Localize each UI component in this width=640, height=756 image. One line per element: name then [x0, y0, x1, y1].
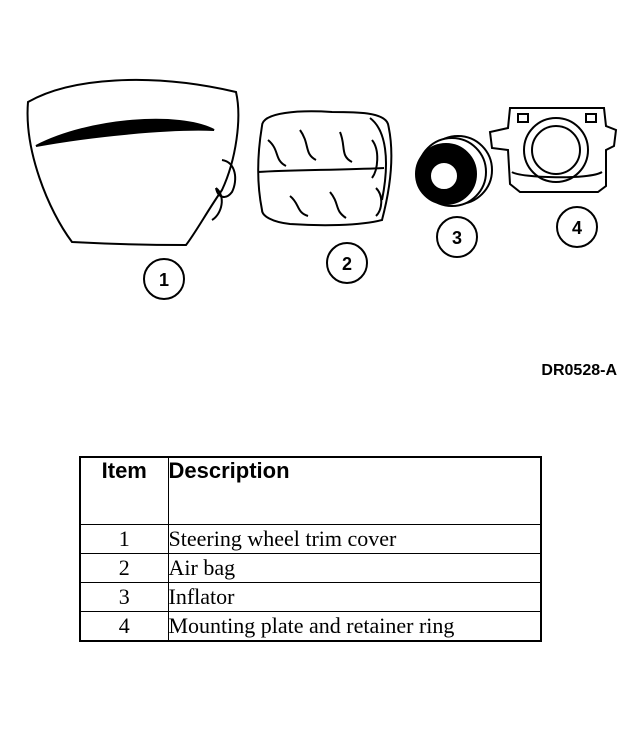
item-description: Mounting plate and retainer ring [168, 612, 541, 642]
item-column-header: Item [80, 457, 168, 525]
item-description: Steering wheel trim cover [168, 525, 541, 554]
item-number: 1 [80, 525, 168, 554]
item-description: Air bag [168, 554, 541, 583]
air-bag-drawing [258, 111, 391, 225]
callout-1-number: 1 [158, 270, 170, 290]
table-row [80, 525, 541, 554]
description-column-header: Description [168, 457, 541, 525]
figure-code: DR0528-A [541, 362, 617, 379]
item-description: Inflator [168, 583, 541, 612]
callout-2-number: 2 [341, 254, 353, 274]
table-header-row [80, 457, 541, 525]
callout-3 [437, 217, 477, 257]
trim-cover-drawing [28, 80, 239, 245]
mounting-plate-drawing [490, 108, 616, 192]
callout-3-number: 3 [451, 228, 463, 248]
table-row [80, 612, 541, 642]
callout-1 [144, 259, 184, 299]
item-number: 4 [80, 612, 168, 642]
callout-4 [557, 207, 597, 247]
item-number: 2 [80, 554, 168, 583]
table-row [80, 583, 541, 612]
airbag-components-illustration [0, 0, 640, 340]
parts-table [79, 456, 542, 642]
table-row [80, 554, 541, 583]
item-number: 3 [80, 583, 168, 612]
callout-4-number: 4 [571, 218, 583, 238]
callout-2 [327, 243, 367, 283]
inflator-drawing [416, 136, 492, 206]
